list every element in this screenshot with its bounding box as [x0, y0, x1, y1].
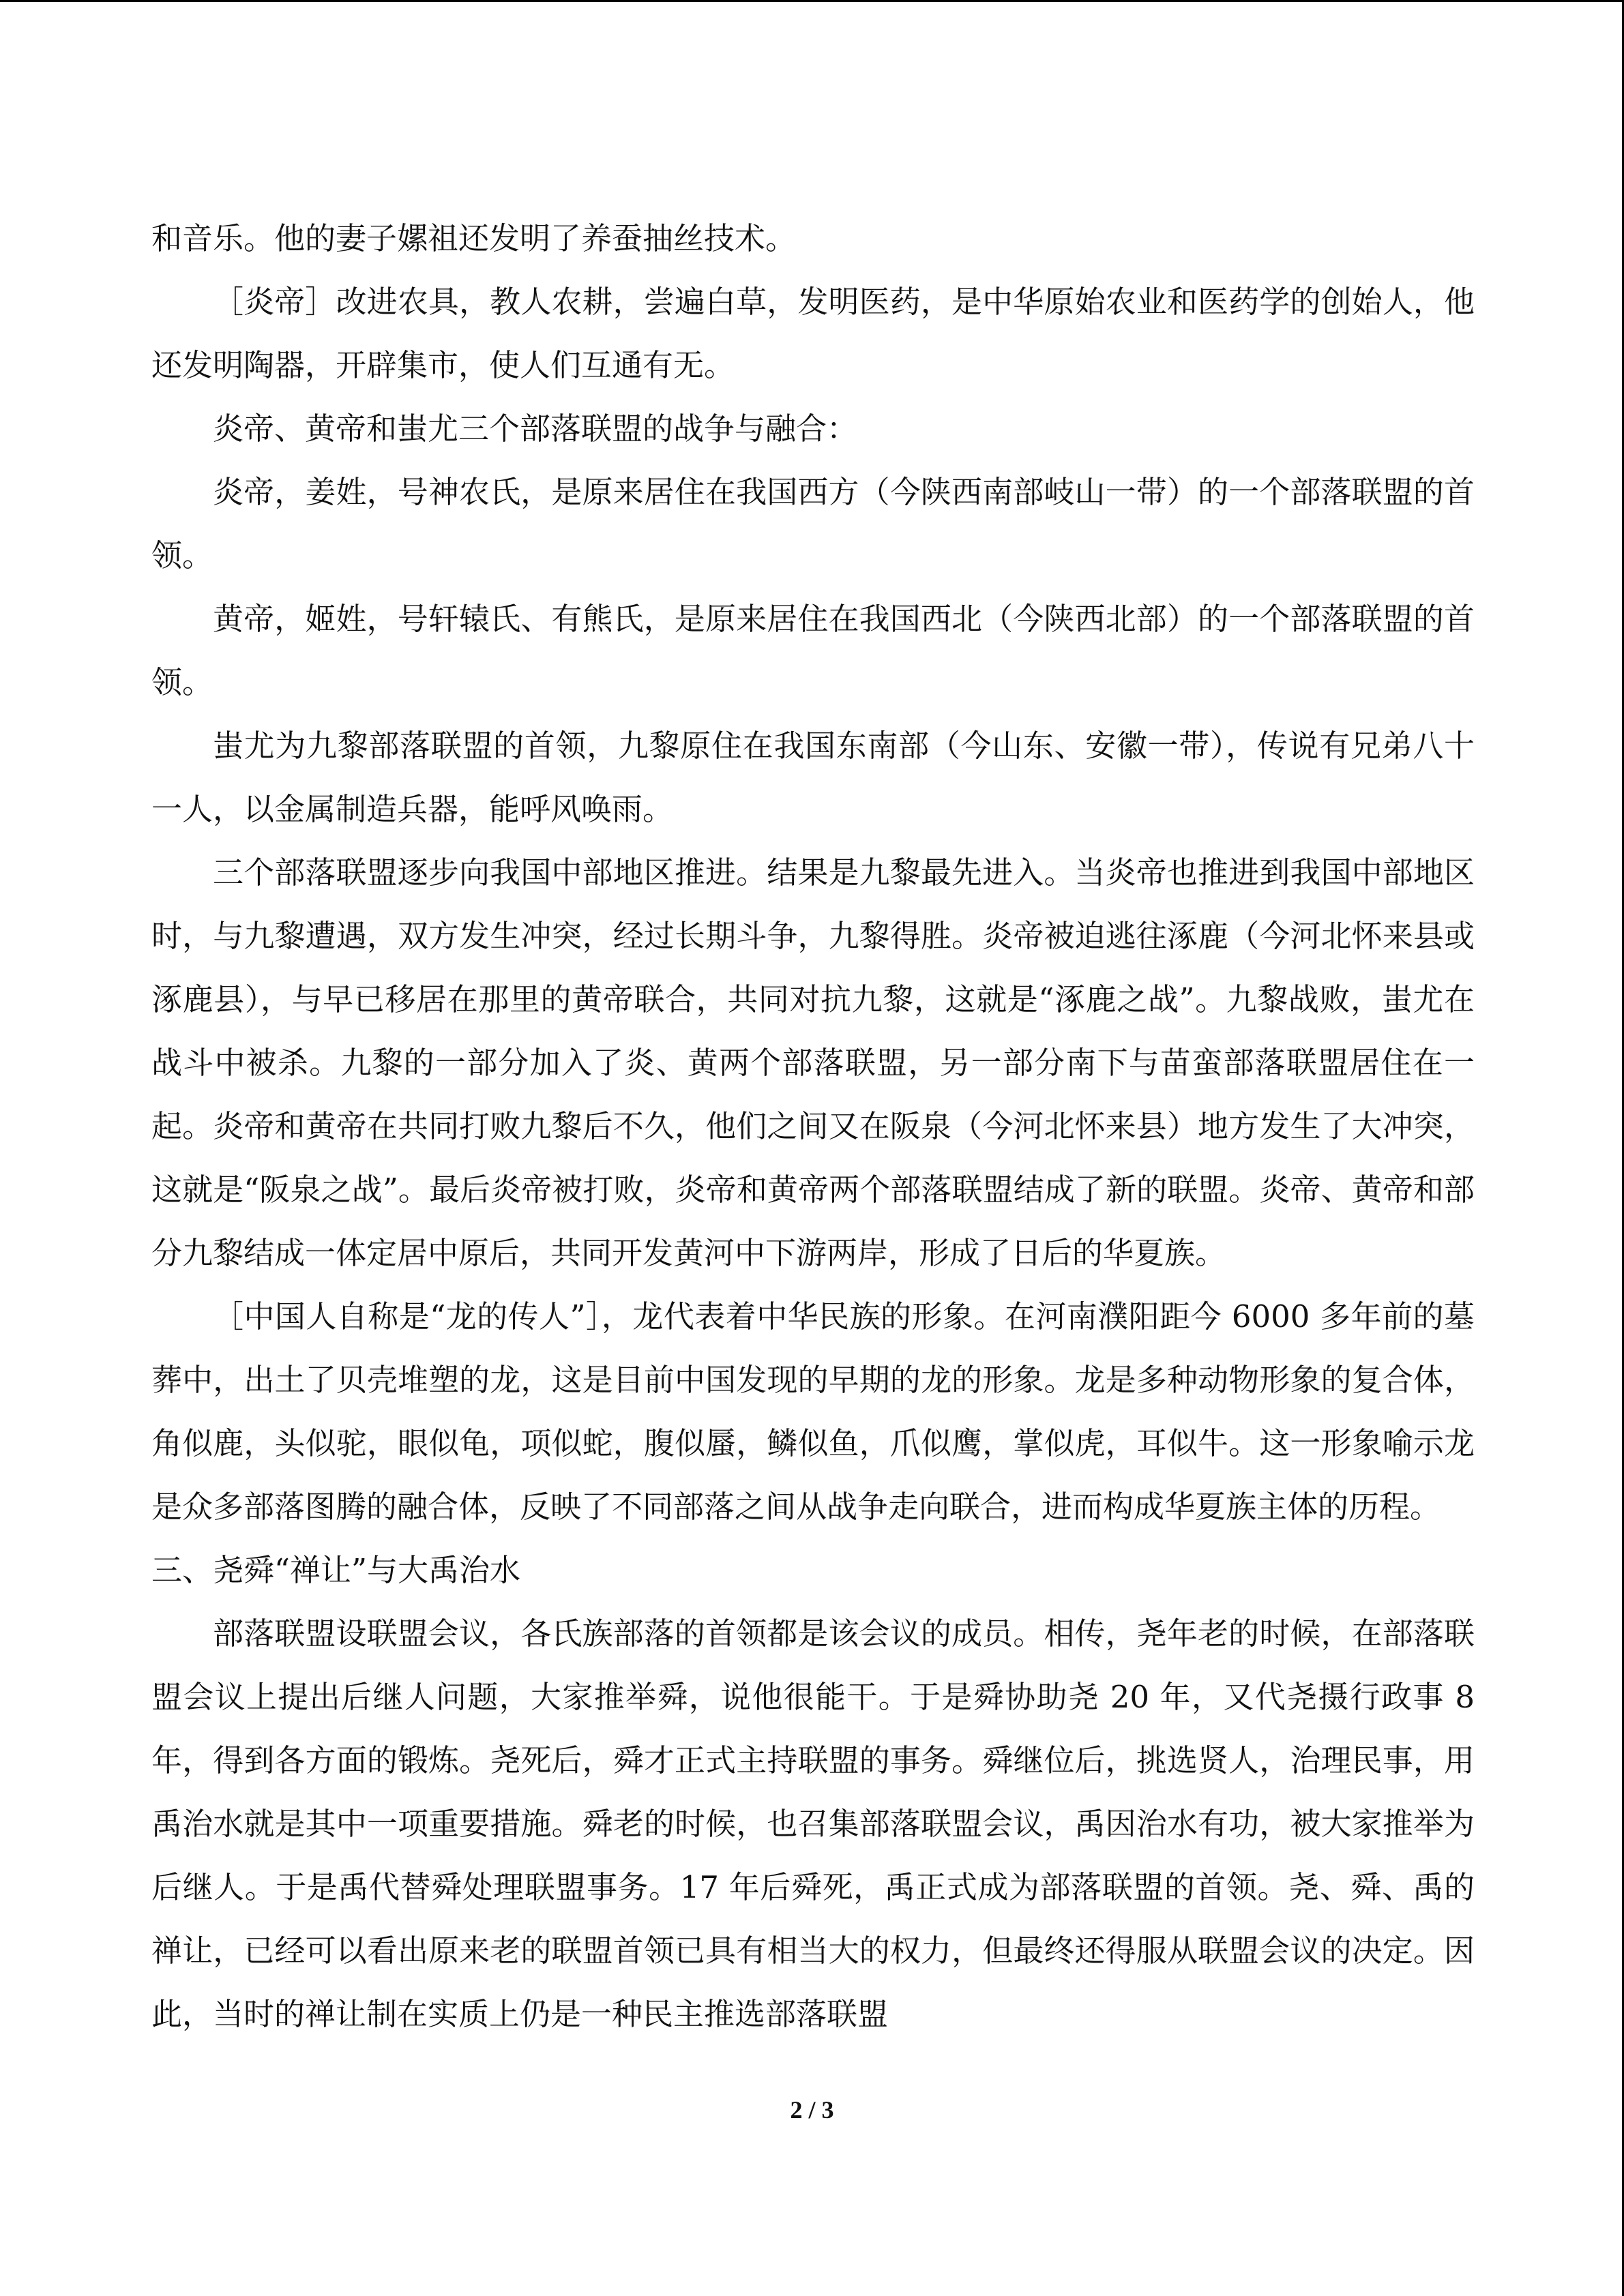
paragraph-yandi: 炎帝，姜姓，号神农氏，是原来居住在我国西方（今陕西南部岐山一带）的一个部落联盟的首领。 — [151, 474, 1475, 573]
page-number: 2 / 3 — [790, 2096, 834, 2123]
paragraph-war-and-fusion: 三个部落联盟逐步向我国中部地区推进。结果是九黎最先进入。当炎帝也推进到我国中部地区时，与九黎遭遇，双方发生冲突，经过长期斗争，九黎得胜。炎帝被迫逃往涿鹿（今河北怀来县或涿鹿县），与早已移居在那里的黄帝联合，共同对抗九黎，这就是“涿鹿之战”。九黎战败，蚩尤在战斗中被杀。九黎的一部分加入了炎、黄两个部落联盟，另一部分南下与苗蛮部落联盟居住在一起。炎帝和黄帝在共同打败九黎后不久，他们之间又在阪泉（今河北怀来县）地方发生了大冲突，这就是“阪泉之战”。最后炎帝被打败，炎帝和黄帝两个部落联盟结成了新的联盟。炎帝、黄帝和部分九黎结成一体定居中原后，共同开发黄河中下游两岸，形成了日后的华夏族。 — [151, 854, 1475, 1271]
paragraph-abdication: 部落联盟设联盟会议，各氏族部落的首领都是该会议的成员。相传，尧年老的时候，在部落联盟会议上提出后继人问题，大家推举舜，说他很能干。于是舜协助尧 20 年，又代尧摄行政事 8 年，得到各方面的锻炼。尧死后，舜才正式主持联盟的事务。舜继位后，挑选贤人，治理民事，用禹治水就是其中一项重要措施。舜老的时候，也召集部落联盟会议，禹因治水有功，被大家推举为后继人。于是禹代替舜处理联盟事务。17 年后舜死，禹正式成为部落联盟的首领。尧、舜、禹的禅让，已经可以看出原来老的联盟首领已具有相当大的权力，但最终还得服从联盟会议的决定。因此，当时的禅让制在实质上仍是一种民主推选部落联盟 — [151, 1615, 1475, 2032]
paragraph-continuation: 和音乐。他的妻子嫘祖还发明了养蚕抽丝技术。 — [151, 220, 797, 256]
paragraph-yandi-intro: ［炎帝］改进农具，教人农耕，尝遍白草，发明医药，是中华原始农业和医药学的创始人，他还发明陶器，开辟集市，使人们互通有无。 — [151, 284, 1475, 383]
paragraph-dragon: ［中国人自称是“龙的传人”］，龙代表着中华民族的形象。在河南濮阳距今 6000 多年前的墓葬中，出土了贝壳堆塑的龙，这是目前中国发现的早期的龙的形象。龙是多种动物形象的复合体，角似鹿，头似驼，眼似龟，项似蛇，腹似蜃，鳞似鱼，爪似鹰，掌似虎，耳似牛。这一形象喻示龙是众多部落图腾的融合体，反映了不同部落之间从战争走向联合，进而构成华夏族主体的历程。 — [151, 1298, 1475, 1525]
section-heading-yao-shun: 三、尧舜“禅让”与大禹治水 — [151, 1552, 521, 1588]
document-body — [151, 207, 1475, 2046]
paragraph-huangdi: 黄帝，姬姓，号轩辕氏、有熊氏，是原来居住在我国西北（今陕西北部）的一个部落联盟的首领。 — [151, 601, 1475, 700]
paragraph-chiyou: 蚩尤为九黎部落联盟的首领，九黎原住在我国东南部（今山东、安徽一带），传说有兄弟八十一人，以金属制造兵器，能呼风唤雨。 — [151, 728, 1475, 827]
paragraph-three-tribes-heading: 炎帝、黄帝和蚩尤三个部落联盟的战争与融合： — [213, 411, 858, 447]
